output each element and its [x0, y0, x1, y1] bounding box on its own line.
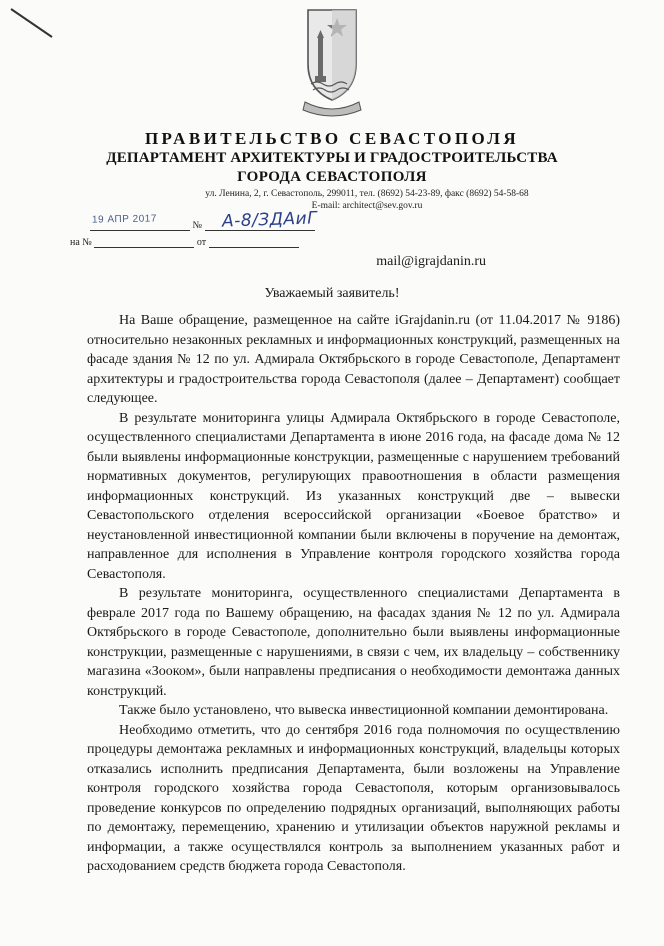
paragraph: В результате мониторинга, осуществленного специалистами Департамента в феврале 2017 года по Вашему обращению, на фасадах здания № 12 по ул. Адмирала Октябрьского в городе Севастополе, дополнительно были выявлены информационные конструкции, размещенные с нарушениями, в связи с чем, их владельцу – собственнику магазина «Зооком», были направлены предписания о необходимости демонтажа данных конструкций. — [87, 586, 620, 699]
letter-body — [87, 311, 620, 877]
org-address: ул. Ленина, 2, г. Севастополь, 299011, тел. (8692) 54-23-89, факс (8692) 54-58-68 — [205, 189, 529, 199]
org-title-government: ПРАВИТЕЛЬСТВО СЕВАСТОПОЛЯ — [144, 129, 520, 148]
greeting: Уважаемый заявитель! — [264, 286, 400, 301]
ref-number-blank — [94, 236, 194, 248]
number-label: № — [192, 220, 203, 231]
org-title-department: ДЕПАРТАМЕНТ АРХИТЕКТУРЫ И ГРАДОСТРОИТЕЛЬСТВА — [106, 150, 558, 166]
ref-date-blank — [209, 236, 299, 248]
ref-label: на № — [70, 237, 92, 248]
org-address-block — [0, 188, 664, 212]
paragraph: Необходимо отметить, что до сентября 2016 года полномочия по осуществлению процедуры демонтажа рекламных и информационных конструкций, владельцы которых отказались исполнить предписания Департамента, были возложены на Управление контроля городского хозяйства города Севастополя, которым организовывалось проведение конкурсов по определению подрядных организаций, выполняющих работы по демонтажу, перемещению, хранению и утилизации объектов наружной рекламы и информации, а также осуществлялся контроль за выполнением указанных работ и расходованием средств бюджета города Севастополя. — [87, 722, 620, 874]
paragraph: В результате мониторинга улицы Адмирала Октябрьского в городе Севастополе, осуществленного специалистами Департамента в июне 2016 года, на фасаде дома № 12 были выявлены информационные конструкции, размещенные с нарушением требований нормативных документов, регулирующих правоотношения в области размещения информационных конструкций. Из указанных конструкций две – вывески Севастопольского отделения всероссийской организации «Боевое братство» и неустановленной инвестиционной компании были включены в поручение на демонтаж, направленное для исполнения в Управление контроля городского хозяйства города Севастополя. — [87, 410, 620, 582]
scan-artifact-line — [8, 6, 56, 40]
org-email: E-mail: architect@sev.gov.ru — [311, 201, 423, 211]
paragraph: Также было установлено, что вывеска инвестиционной компании демонтирована. — [119, 703, 609, 718]
org-title-city: ГОРОДА СЕВАСТОПОЛЯ — [237, 169, 427, 185]
sevastopol-coat-of-arms-icon — [299, 4, 365, 122]
paragraph: На Ваше обращение, размещенное на сайте iGrajdanin.ru (от 11.04.2017 № 9186) относительно незаконных рекламных и информационных конструкций, размещенных на фасаде здания № 12 по ул. Адмирала Октябрьского в городе Севастополе, Департамент архитектуры и градостроительства города Севастополя (далее – Департамент) сообщает следующее. — [87, 313, 620, 406]
registration-number-handwritten: А-8/ЗДАиГ — [221, 208, 318, 232]
date-stamp: 19 АПР 2017 — [91, 213, 157, 226]
reference-line — [70, 236, 310, 248]
recipient-email: mail@igrajdanin.ru — [376, 254, 486, 269]
from-label: от — [196, 237, 207, 248]
